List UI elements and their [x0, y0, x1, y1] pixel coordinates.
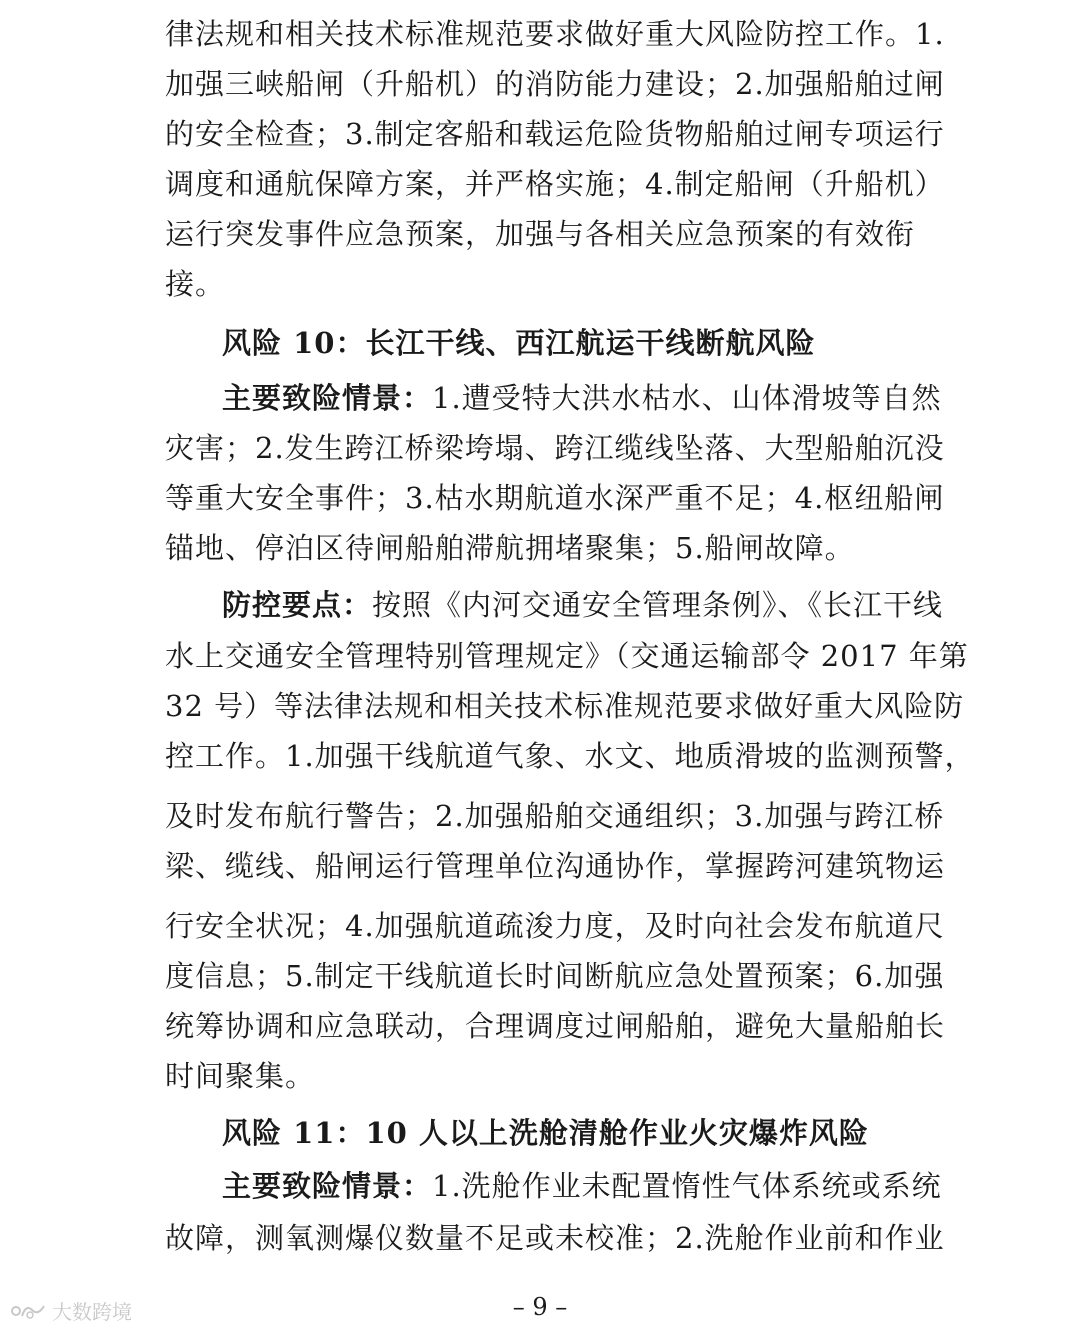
risk-10-control-line-5: 及时发布航行警告；2.加强船舶交通组织；3.加强与跨江桥	[165, 799, 945, 833]
risk-10-control-line-10: 时间聚集。	[165, 1059, 316, 1093]
body-line-4: 调度和通航保障方案，并严格实施；4.制定船闸（升船机）	[165, 167, 945, 201]
risk-10-control-line-1: 防控要点：按照《内河交通安全管理条例》、《长江干线	[222, 588, 944, 622]
body-line-2: 加强三峡船闸（升船机）的消防能力建设；2.加强船舶过闸	[165, 67, 945, 101]
risk-10-control-line-4: 控工作。1.加强干线航道气象、水文、地质滑坡的监测预警，	[165, 739, 975, 773]
risk-11-heading: 风险 11：10 人以上洗舱清舱作业火灾爆炸风险	[222, 1116, 869, 1150]
page-number: – 9 –	[512, 1293, 568, 1321]
risk-10-control-line-8: 度信息；5.制定干线航道长时间断航应急处置预案；6.加强	[165, 959, 945, 993]
body-line-5: 运行突发事件应急预案，加强与各相关应急预案的有效衔	[165, 217, 916, 251]
body-line-3: 的安全检查；3.制定客船和载运危险货物船舶过闸专项运行	[165, 117, 945, 151]
watermark-logo-icon	[10, 1300, 48, 1322]
risk-10-heading: 风险 10：长江干线、西江航运干线断航风险	[222, 326, 816, 360]
risk-10-scenario-line-4: 锚地、停泊区待闸船舶滞航拥堵聚集；5.船闸故障。	[165, 531, 855, 565]
risk-10-control-line-7: 行安全状况；4.加强航道疏浚力度，及时向社会发布航道尺	[165, 909, 945, 943]
body-line-6: 接。	[165, 267, 226, 301]
watermark	[10, 1296, 132, 1325]
risk-10-control-line-3: 32 号）等法律法规和相关技术标准规范要求做好重大风险防	[165, 689, 965, 723]
risk-10-scenario-line-3: 等重大安全事件；3.枯水期航道水深严重不足；4.枢纽船闸	[165, 481, 945, 515]
risk-10-scenario-line-1: 主要致险情景：1.遭受特大洪水枯水、山体滑坡等自然	[222, 381, 942, 415]
body-line-1: 律法规和相关技术标准规范要求做好重大风险防控工作。1.	[165, 17, 945, 51]
risk-10-control-line-6: 梁、缆线、船闸运行管理单位沟通协作，掌握跨河建筑物运	[165, 849, 946, 883]
risk-10-control-line-9: 统筹协调和应急联动，合理调度过闸船舶，避免大量船舶长	[165, 1009, 946, 1043]
risk-10-scenario-line-2: 灾害；2.发生跨江桥梁垮塌、跨江缆线坠落、大型船舶沉没	[165, 431, 945, 465]
watermark-text: 大数跨境	[52, 1300, 132, 1324]
risk-11-scenario-line-2: 故障，测氧测爆仪数量不足或未校准；2.洗舱作业前和作业	[165, 1221, 945, 1255]
risk-10-control-line-2: 水上交通安全管理特别管理规定》（交通运输部令 2017 年第	[165, 639, 969, 673]
risk-11-scenario-line-1: 主要致险情景：1.洗舱作业未配置惰性气体系统或系统	[222, 1169, 942, 1203]
